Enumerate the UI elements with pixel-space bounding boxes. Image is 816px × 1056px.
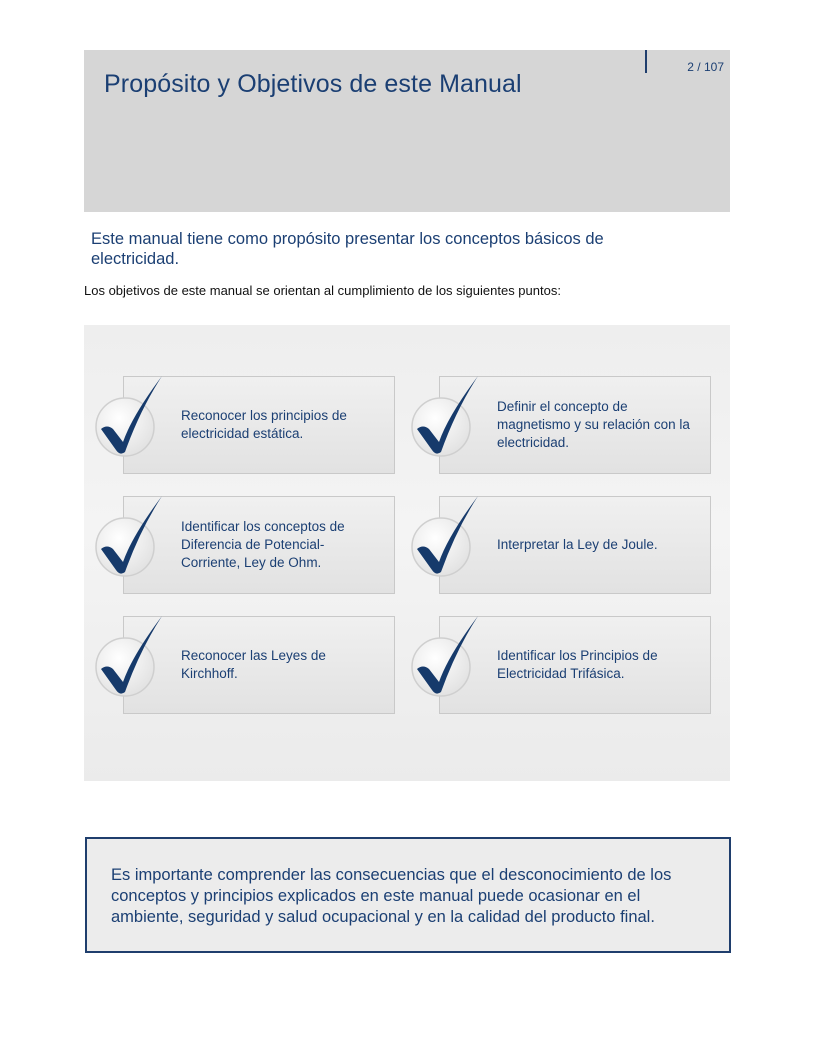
checkmark-icon bbox=[410, 396, 472, 458]
objective-text: Identificar los Principios de Electricidad Trifásica. bbox=[497, 648, 658, 681]
objective-text: Reconocer los principios de electricidad estática. bbox=[181, 408, 347, 441]
important-note-text: Es importante comprender las consecuencias que el desconocimiento de los conceptos y principios explicados en este manual puede ocasionar en el ambiente, seguridad y salud ocupacional y en la calidad del producto final. bbox=[111, 866, 672, 926]
purpose-statement: Este manual tiene como propósito presentar los conceptos básicos de electricidad. bbox=[91, 230, 604, 268]
objective-card bbox=[439, 376, 711, 474]
checkmark-icon bbox=[94, 636, 156, 698]
page-number: 2 / 107 bbox=[687, 60, 724, 74]
objective-text: Definir el concepto de magnetismo y su relación con la electricidad. bbox=[497, 399, 690, 450]
objectives-intro: Los objetivos de este manual se orientan al cumplimiento de los siguientes puntos: bbox=[84, 283, 561, 298]
page-number-divider bbox=[645, 50, 647, 73]
page-title: Propósito y Objetivos de este Manual bbox=[104, 70, 522, 98]
objective-card bbox=[439, 496, 711, 594]
objective-card bbox=[439, 616, 711, 714]
checkmark-icon bbox=[410, 636, 472, 698]
objective-text: Reconocer las Leyes de Kirchhoff. bbox=[181, 648, 326, 681]
checkmark-icon bbox=[410, 516, 472, 578]
checkmark-icon bbox=[94, 396, 156, 458]
important-note-box bbox=[85, 837, 731, 953]
objective-card bbox=[123, 616, 395, 714]
objective-text: Identificar los conceptos de Diferencia de Potencial-Corriente, Ley de Ohm. bbox=[181, 519, 345, 570]
objective-text: Interpretar la Ley de Joule. bbox=[497, 537, 658, 552]
objective-card bbox=[123, 376, 395, 474]
checkmark-icon bbox=[94, 516, 156, 578]
objective-card bbox=[123, 496, 395, 594]
